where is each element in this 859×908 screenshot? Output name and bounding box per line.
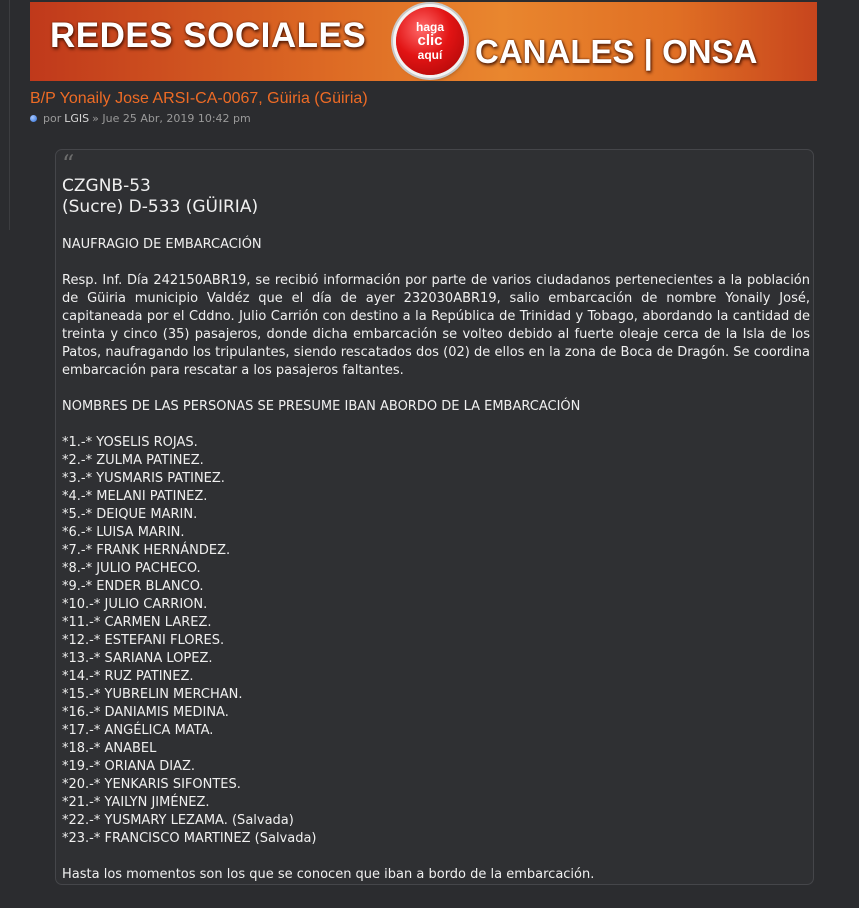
list-item: *23.-* FRANCISCO MARTINEZ (Salvada) [62, 831, 317, 846]
meta-date: » Jue 25 Abr, 2019 10:42 pm [92, 112, 251, 125]
list-item: *8.-* JULIO PACHECO. [62, 561, 201, 576]
post-title-link[interactable]: B/P Yonaily Jose ARSI-CA-0067, Güiria (Güiria) [30, 90, 368, 107]
post-meta [30, 112, 251, 125]
list-item: *13.-* SARIANA LOPEZ. [62, 651, 213, 666]
list-item: *1.-* YOSELIS ROJAS. [62, 435, 198, 450]
quote-closing: Hasta los momentos son los que se conocen que iban a bordo de la embarcación. [62, 867, 595, 882]
list-item: *7.-* FRANK HERNÁNDEZ. [62, 543, 231, 558]
list-item: *6.-* LUISA MARIN. [62, 525, 185, 540]
quote-header-line-1: CZGNB-53 [62, 176, 151, 196]
badge-line-1: haga [415, 20, 444, 34]
list-item: *14.-* RUZ PATINEZ. [62, 669, 194, 684]
list-item: *4.-* MELANI PATINEZ. [62, 489, 208, 504]
list-item: *15.-* YUBRELIN MERCHAN. [62, 687, 243, 702]
badge-line-3: aquí [417, 48, 443, 62]
quote-mark-icon: “ [62, 150, 75, 178]
post-dot-icon[interactable] [30, 115, 37, 122]
click-here-badge[interactable] [396, 7, 464, 75]
names-heading: NOMBRES DE LAS PERSONAS SE PRESUME IBAN ABORDO DE LA EMBARCACIÓN [62, 399, 581, 414]
banner-right-text: CANALES | ONSA [475, 33, 758, 70]
list-item: *20.-* YENKARIS SIFONTES. [62, 777, 241, 792]
list-item: *22.-* YUSMARY LEZAMA. (Salvada) [62, 813, 294, 828]
list-item: *17.-* ANGÉLICA MATA. [62, 723, 214, 738]
list-item: *21.-* YAILYN JIMÉNEZ. [62, 795, 210, 810]
quote-header-line-2: (Sucre) D-533 (GÜIRIA) [62, 197, 259, 217]
list-item: *10.-* JULIO CARRION. [62, 597, 208, 612]
list-item: *19.-* ORIANA DIAZ. [62, 759, 196, 774]
list-item: *3.-* YUSMARIS PATINEZ. [62, 471, 225, 486]
left-divider [9, 0, 10, 230]
quote-body [62, 176, 810, 884]
quote-subject: NAUFRAGIO DE EMBARCACIÓN [62, 237, 262, 252]
names-list [62, 434, 810, 848]
banner-left-text: REDES SOCIALES [50, 16, 367, 55]
list-item: *9.-* ENDER BLANCO. [62, 579, 204, 594]
list-item: *5.-* DEIQUE MARIN. [62, 507, 198, 522]
social-banner[interactable] [30, 2, 817, 81]
list-item: *18.-* ANABEL [62, 741, 157, 756]
list-item: *11.-* CARMEN LAREZ. [62, 615, 212, 630]
quote-block [55, 149, 814, 885]
quote-paragraph: Resp. Inf. Día 242150ABR19, se recibió información por parte de varios ciudadanos pertenecientes a la población de Güiria municipio Valdéz que el día de ayer 232030ABR19, salio embarcación de nombre Yonaily José, capitaneada por el Cddno. Julio Carrión con destino a la República de Trinidad y Tobago, abordando la cantidad de treinta y cinco (35) pasajeros, donde dicha embarcación se volteo debido al fuerte oleaje cerca de la Isla de los Patos, naufragando los tripulantes, siendo rescatados dos (02) de ellos en la zona de Boca de Dragón. Se coordina embarcación para rescatar a los pasajeros faltantes. [62, 273, 810, 378]
list-item: *2.-* ZULMA PATINEZ. [62, 453, 204, 468]
author-link[interactable]: LGIS [64, 112, 90, 125]
badge-line-2: clic [417, 32, 443, 49]
list-item: *16.-* DANIAMIS MEDINA. [62, 705, 229, 720]
meta-by: por [43, 112, 62, 125]
list-item: *12.-* ESTEFANI FLORES. [62, 633, 225, 648]
